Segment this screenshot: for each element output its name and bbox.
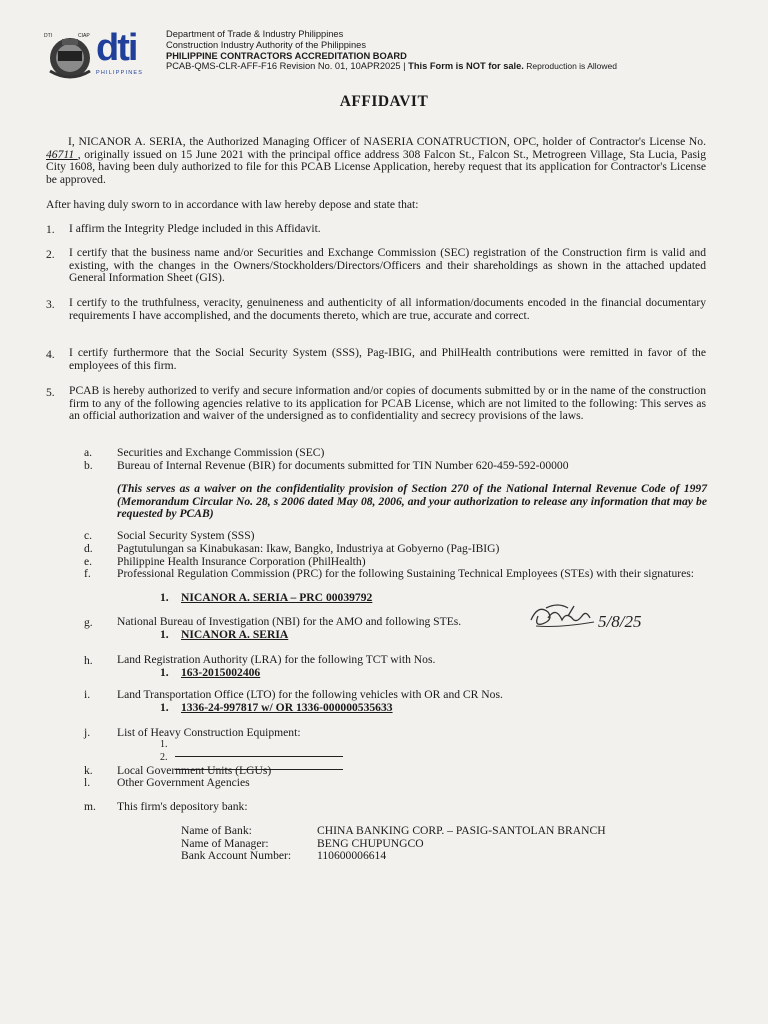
equipment-line-number: 2. <box>160 752 168 763</box>
sub-text: Other Government Agencies <box>117 776 250 789</box>
sub-text: Professional Regulation Commission (PRC) for the following Sustaining Technical Employees (STEs) with their signatures: <box>117 567 694 580</box>
waiver-note: (This serves as a waiver on the confidentiality provision of Section 270 of the National Internal Revenue Code of 1997 (Memorandum Circular No. 28, s 2006 dated May 08, 2006, and your authorization to release any information that may be requested by PCAB) <box>117 482 707 521</box>
signature <box>528 598 652 638</box>
dti-logo-subtext: PHILIPPINES <box>96 70 144 76</box>
intro-paragraph <box>46 136 706 186</box>
sub-text: Securities and Exchange Commission (SEC) <box>117 446 325 459</box>
equipment-line-number: 1. <box>160 739 168 750</box>
sub-number: 1. <box>160 628 169 641</box>
sub-letter: i. <box>84 688 91 701</box>
sub-letter: a. <box>84 446 93 459</box>
seal-label-right: CIAP <box>78 33 90 39</box>
item-text: I affirm the Integrity Pledge included in this Affidavit. <box>69 222 321 235</box>
letterhead <box>166 29 617 72</box>
form-repro: Reproduction is Allowed <box>523 61 617 72</box>
prc-ste: NICANOR A. SERIA – PRC 00039792 <box>181 591 373 604</box>
seal-label-left: DTI <box>44 33 53 39</box>
sub-letter: h. <box>84 654 93 667</box>
sub-letter: b. <box>84 459 93 472</box>
item-text: I certify that the business name and/or Securities and Exchange Commission (SEC) registration of the Construction firm is valid and existing, with the changes in the Owners/Stockholders/Directors/Officers and their shareholdings as shown in the attached updated General Information Sheet (GIS). <box>69 246 706 285</box>
bank-name: CHINA BANKING CORP. – PASIG-SANTOLAN BRANCH <box>317 824 606 837</box>
item-number: 4. <box>46 348 55 361</box>
intro-part-2: , originally issued on 15 June 2021 with the principal office address 308 Falcon St., Falcon St., Metrogreen Village, Sta Lucia, Pasig City 1608, having been duly authorized to file for this PCAB License Application, hereby request that its application for Contractor's License be approved. <box>46 147 706 186</box>
board-line: PHILIPPINE CONTRACTORS ACCREDITATION BOARD <box>166 50 407 61</box>
bank-account: 110600006614 <box>317 849 387 863</box>
bank-details <box>181 825 612 863</box>
dept-line: Department of Trade & Industry Philippines <box>166 29 344 39</box>
bank-account-label: Bank Account Number: <box>181 849 292 863</box>
form-code-line <box>166 61 617 72</box>
sub-text: National Bureau of Investigation (NBI) for the AMO and following STEs. <box>117 615 462 628</box>
sub-text: Philippine Health Insurance Corporation (PhilHealth) <box>117 555 366 568</box>
authority-line: Construction Industry Authority of the Philippines <box>166 39 366 50</box>
signature-date: 5/8/25 <box>598 612 642 631</box>
sub-letter: l. <box>84 776 91 789</box>
dti-logo <box>96 28 156 78</box>
sub-letter: j. <box>84 726 91 739</box>
item-text: I certify furthermore that the Social Security System (SSS), Pag-IBIG, and PhilHealth contributions were remitted in favor of the employees of this firm. <box>69 346 706 372</box>
sub-letter: c. <box>84 529 93 542</box>
sub-letter: m. <box>84 800 96 813</box>
sub-letter: k. <box>84 764 93 777</box>
item-text: PCAB is hereby authorized to verify and secure information and/or copies of documents submitted by or in the name of the construction firm to any of the following agencies relative to its application for PCAB License, which are not limited to the following: This serves as an official authorization and waiver of the undersigned as to confidentiality and secrecy provisions of the laws. <box>69 384 706 423</box>
sub-letter: g. <box>84 616 93 629</box>
sub-text: This firm's depository bank: <box>117 800 248 813</box>
document-title: AFFIDAVIT <box>339 93 429 110</box>
sub-number: 1. <box>160 701 169 714</box>
item-number: 2. <box>46 248 55 261</box>
tct-number: 163-2015002406 <box>181 666 261 679</box>
sub-text: Pagtutulungan sa Kinabukasan: Ikaw, Bangko, Industriya at Gobyerno (Pag-IBIG) <box>117 542 500 555</box>
form-notice: This Form is NOT for sale. <box>408 61 524 72</box>
item-text: I certify to the truthfulness, veracity, genuineness and authenticity of all information/documents encoded in the financial documentary requirements I have accomplished, and the documents thereto, which are true, accurate and correct. <box>69 296 706 322</box>
sub-text: Land Transportation Office (LTO) for the following vehicles with OR and CR Nos. <box>117 688 503 701</box>
license-number: 46711 <box>46 147 78 161</box>
item-number: 5. <box>46 386 55 399</box>
item-number: 1. <box>46 223 55 236</box>
sworn-statement: After having duly sworn to in accordance with law hereby depose and state that: <box>46 198 419 211</box>
bank-manager-label: Name of Manager: <box>181 836 269 850</box>
sub-text: Social Security System (SSS) <box>117 529 255 542</box>
bank-manager: BENG CHUPUNGCO <box>317 836 424 850</box>
sub-letter: f. <box>84 567 91 580</box>
dti-logo-text: dti <box>96 27 137 69</box>
ciap-seal-logo <box>44 31 96 81</box>
sub-letter: d. <box>84 542 93 555</box>
sub-number: 1. <box>160 591 169 604</box>
nbi-ste: NICANOR A. SERIA <box>181 628 289 641</box>
item-number: 3. <box>46 298 55 311</box>
sub-text: List of Heavy Construction Equipment: <box>117 726 301 739</box>
form-code: PCAB-QMS-CLR-AFF-F16 Revision No. 01, 10APR2025 | <box>166 61 409 72</box>
sub-text: Local Government Units (LGUs) <box>117 764 272 777</box>
sub-text: Land Registration Authority (LRA) for the following TCT with Nos. <box>117 653 436 666</box>
sub-number: 1. <box>160 666 169 679</box>
sub-letter: e. <box>84 555 93 568</box>
intro-part-1: I, NICANOR A. SERIA, the Authorized Managing Officer of NASERIA CONATRUCTION, OPC, holder of Contractor's License No. <box>68 135 706 148</box>
bank-name-label: Name of Bank: <box>181 824 252 837</box>
lto-number: 1336-24-997817 w/ OR 1336-000000535633 <box>181 701 393 714</box>
sub-text: Bureau of Internal Revenue (BIR) for documents submitted for TIN Number 620-459-592-00000 <box>117 459 569 472</box>
